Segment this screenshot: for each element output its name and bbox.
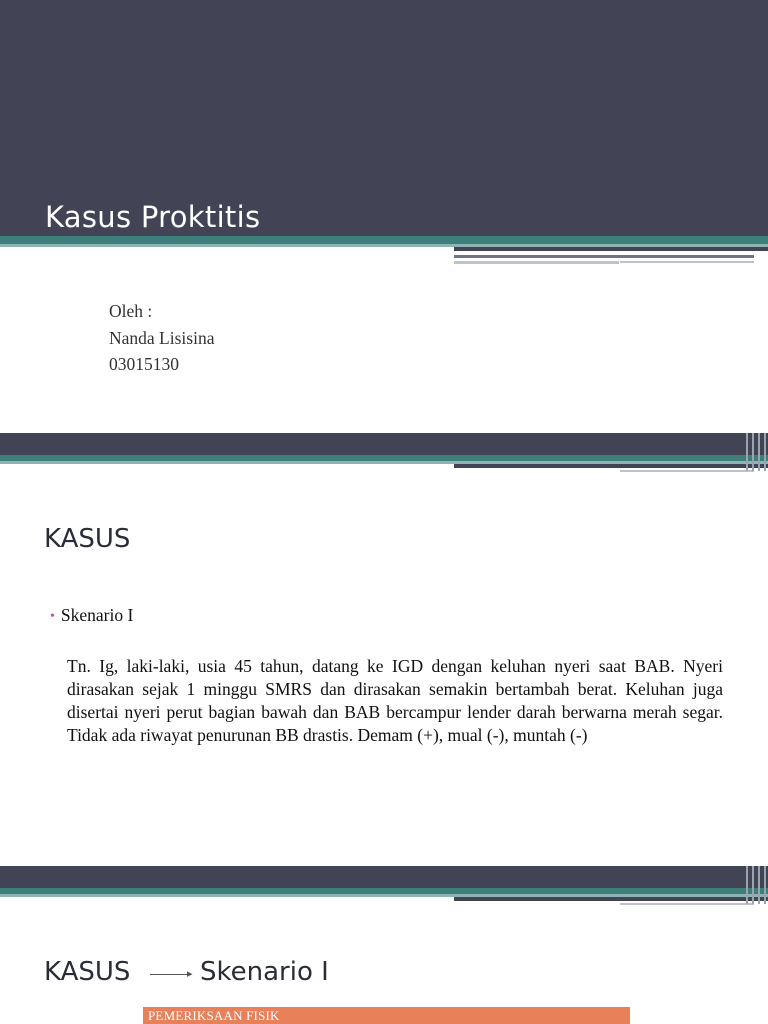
header-ticks [744, 433, 768, 471]
slide-heading-right: Skenario I [200, 957, 329, 987]
exam-slide [0, 866, 768, 1024]
author-by-label: Oleh : [109, 301, 153, 321]
arrow-right-icon: ▸ [187, 968, 193, 980]
header-ticks [744, 866, 768, 904]
case-paragraph: Tn. Ig, laki-laki, usia 45 tahun, datang ke IGD dengan keluhan nyeri saat BAB. Nyeri dirasakan sejak 1 minggu SMRS dan dirasakan semakin bertambah berat. Keluhan juga disertai nyeri perut bagian bawah dan BAB bercampur lender darah berwarna merah segar. Tidak ada riwayat penurunan BB drastis. Demam (+), mual (-), muntah (-) [67, 656, 723, 745]
slide-heading-left: KASUS [44, 957, 131, 987]
slide-heading: KASUS [44, 524, 131, 554]
author-id: 03015130 [109, 354, 179, 374]
section-label-bar: PEMERIKSAAN FISIK [143, 1007, 630, 1024]
title-slide [0, 0, 768, 432]
author-name: Nanda Lisisina [109, 327, 215, 348]
header-band [0, 866, 768, 888]
arrow-line [150, 974, 190, 975]
slide-title: Kasus Proktitis [45, 200, 261, 234]
case-slide [0, 433, 768, 865]
bullet-text: Skenario I [60, 605, 134, 625]
bullet-icon: • [50, 609, 55, 624]
author-block [109, 298, 214, 378]
bullet-item [50, 605, 133, 626]
header-band [0, 433, 768, 455]
